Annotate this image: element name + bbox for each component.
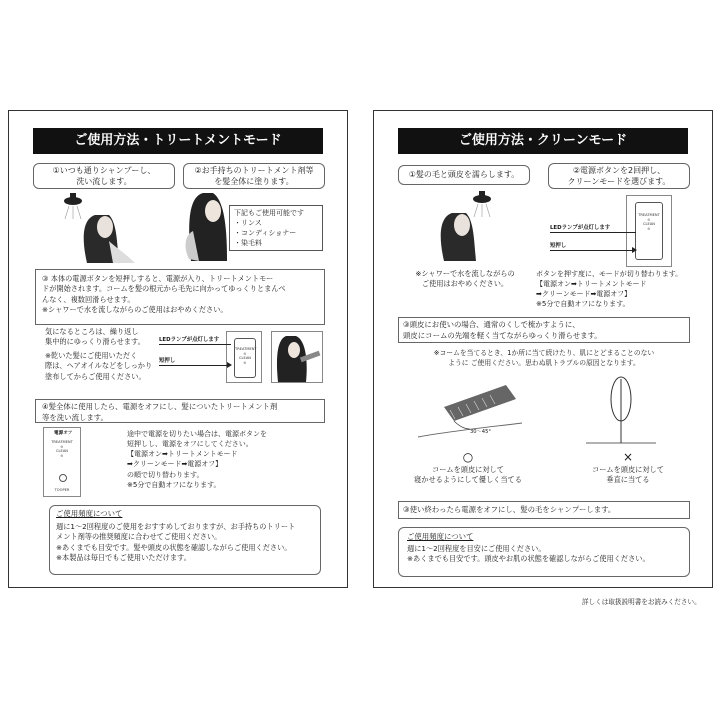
step1-text: ①いつも通りシャンプーし、 洗い流します。: [52, 166, 156, 186]
step2-box: [183, 163, 325, 189]
r-step3-text: ③頭皮にお使いの場合、通常のくしで梳かすように、 頭皮にコームの先端を軽く当てながらゆっくり滑らせます。: [403, 320, 602, 340]
frequency-box: [49, 505, 321, 575]
r-step2-device-label: TREATMENT ⊙ CLEAN ⊙: [638, 213, 660, 232]
step3-device-frame: [226, 331, 262, 383]
r-step2-box: [548, 163, 690, 189]
footer-note: 詳しくは取扱説明書をお読みください。: [582, 598, 701, 606]
r-frequency-title: ご使用頻度について: [407, 532, 474, 541]
r-step1-text: ①髪の毛と頭皮を濡らします。: [408, 170, 520, 179]
r-step4-text: ③使い終わったら電源をオフにし、髪の毛をシャンプーします。: [403, 505, 616, 514]
step3-press-pointer: [159, 365, 227, 366]
step4-desc: 途中で電源を切りたい場合は、電源ボタンを 短押しし、電源をオフにしてください。 【電源オン➡トリートメントモード ➡クリーンモード➡電源オフ】 の順で切り替わります。 ※5分で自動オフになります。: [127, 430, 267, 489]
r-step2-led-label: LEDランプが点灯します: [550, 225, 611, 231]
r-step3-bad-text: コームを頭皮に対して 垂直に当てる: [592, 465, 664, 485]
step4-box: [35, 399, 325, 423]
treatment-mode-panel: [8, 110, 348, 588]
r-step2-led-pointer: [550, 232, 636, 233]
step3-led-pointer: [159, 344, 231, 345]
step3-device-label: TREATMENT ⊙ CLEAN ⊙: [235, 347, 257, 366]
clean-mode-title: ご使用方法・クリーンモード: [398, 128, 688, 154]
r-step2-device: [635, 202, 663, 260]
step4-device-label: TREATMENT ⊙ CLEAN ⊙: [51, 440, 73, 459]
r-step2-caption: ボタンを押す度に、モードが切り替わります。 【電源オン➡トリートメントモード ➡クリーンモード➡電源オフ】 ※5分で自動オフになります。: [536, 270, 683, 309]
r-step1-caption: ※シャワーで水を流しながらの ご使用はおやめください。: [415, 269, 515, 289]
clean-mode-panel: [373, 110, 713, 588]
step2-text: ②お手持ちのトリートメント剤等 を髪全体に塗ります。: [194, 166, 314, 186]
step1-box: [33, 163, 175, 189]
step4-power-button-icon: [59, 474, 67, 482]
step3-text: ③ 本体の電源ボタンを短押しすると、電源が入り、トリートメントモー ドが開始されます。コームを髪の根元から毛先に向かってゆっくりとまんべ んなく、複数回滑らせます。 ※シャワーで水を流しながらのご使用はおやめください。: [42, 274, 286, 315]
r-shower-hair-illustration: [412, 191, 522, 265]
step3-repeat-tip: 気になるところは、繰り返し 集中的にゆっくり滑らせます。: [45, 327, 145, 347]
r-step3-bad-mark: ×: [622, 450, 634, 464]
comb-angle-wrong-illustration: [586, 373, 656, 447]
comb-angle-correct-illustration: [410, 377, 526, 443]
shower-hair-illustration: [43, 193, 163, 267]
frequency-title: ご使用頻度について: [56, 509, 123, 518]
step2-usable-products-note: [229, 205, 323, 251]
treatment-mode-title: ご使用方法・トリートメントモード: [33, 128, 323, 154]
step4-power-off-label: 電源オフ: [54, 431, 73, 436]
step3-device: [234, 338, 256, 378]
step3-box: [35, 269, 325, 325]
r-step4-box: [398, 501, 690, 519]
r-step3-note: ※コームを当てるとき、1か所に当て続けたり、肌にとどまることのない ように ご使用ください。思わぬ肌トラブルの原因となります。: [433, 349, 655, 367]
step3-press-arrow-icon: [227, 362, 232, 368]
step2-usable-products-text: 下記もご使用可能です ・リンス ・コンディショナー ・染毛料: [234, 209, 304, 248]
r-step2-text: ②電源ボタンを2回押し、 クリーンモードを選びます。: [567, 166, 671, 186]
step4-brand-label: TOOPER: [54, 488, 70, 492]
r-step3-angle-label: 30〜45°: [470, 429, 491, 435]
r-step2-press-arrow-icon: [632, 247, 637, 253]
r-step2-device-frame: [626, 195, 672, 267]
r-step3-box: [398, 317, 690, 343]
step3-dry-hair-tip: ※乾いた髪にご使用いただく 際は、ヘアオイルなどをしっかり 塗布してからご使用ください。: [45, 351, 153, 381]
frequency-text: 週に1〜2回程度のご使用をおすすめしておりますが、お手持ちのトリート メント剤等の推奨頻度に合わせてご使用ください。 ※あくまでも目安です。髪や頭皮の状態を確認しながらご使用ください。 ※本製品は毎日でもご使用いただけます。: [56, 522, 296, 563]
r-step2-press-pointer: [550, 250, 632, 251]
step3-press-label: 短押し: [159, 358, 176, 364]
r-step2-press-label: 短押し: [550, 243, 567, 249]
r-frequency-text: 週に1〜2回程度を目安にご使用ください。 ※あくまでも目安です。頭皮やお肌の状態を確認しながらご使用ください。: [407, 544, 650, 564]
r-frequency-box: [398, 527, 690, 577]
step3-combing-illustration: [271, 331, 323, 383]
r-step3-good-text: コームを頭皮に対して 寝かせるようにして優しく当てる: [414, 465, 522, 485]
step4-text: ④髪全体に使用したら、電源をオフにし、髪についたトリートメント剤 等を洗い流します。: [42, 402, 278, 422]
step4-device-frame: [43, 427, 81, 497]
step3-led-label: LEDランプが点灯します: [159, 337, 220, 343]
r-step1-box: [398, 165, 530, 185]
r-step3-good-mark: ○: [462, 450, 474, 464]
